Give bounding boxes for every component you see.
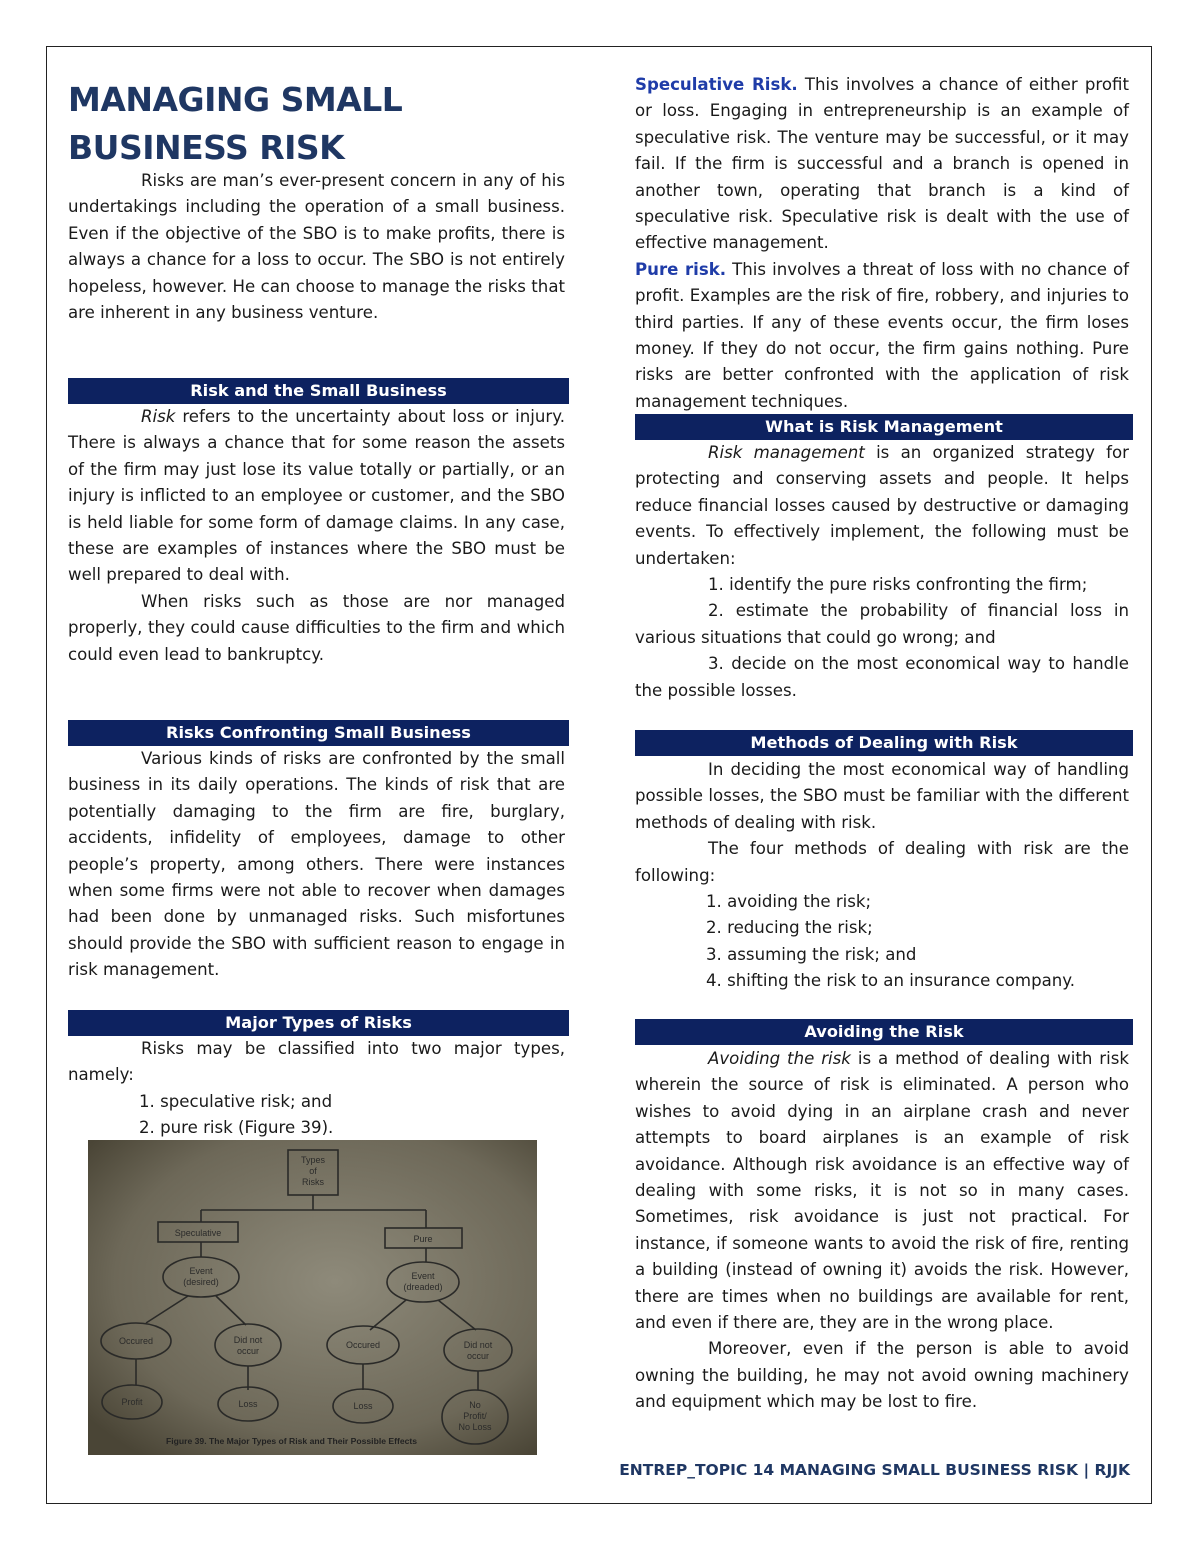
avoiding-paragraph-2: Moreover, even if the person is able to avoid owning the building, he may not avoid owning machinery and equipment which may be lost to fire. <box>635 1339 1129 1412</box>
risk-management-body <box>635 440 1129 704</box>
risk-management-text: is an organized strategy for protecting and conserving assets and people. It helps reduce financial losses caused by destructive or damaging events. To effectively implement, the following must be undertaken: <box>635 443 1130 568</box>
page-title: MANAGING SMALL BUSINESS RISK <box>68 80 403 167</box>
avoiding-paragraph-1 <box>635 1046 1129 1336</box>
avoiding-term: Avoiding the risk <box>708 1049 851 1068</box>
label-event-3: Event <box>411 1271 435 1281</box>
label-event-1: Event <box>189 1266 213 1276</box>
risk-definition-text: refers to the uncertainty about loss or injury. There is always a chance that for some reason the assets of the firm may just lose its value totally or partially, or an injury is inflicted to an employee or customer, and the SBO is held liable for some form of damage claims. In any case, these are examples of instances where the SBO must be well prepared to deal with. <box>68 407 565 585</box>
list-item: 1. identify the pure risks confronting the firm; <box>708 575 1088 595</box>
risks-confronting-paragraph: Various kinds of risks are confronted by the small business in its daily operations. The kinds of risk that are potentially damaging to the firm are fire, burglary, accidents, infidelity of employees, damage to other people’s property, among others. There were instances when some firms were not able to recover when damages had been done by unmanaged risks. Such misfortunes should provide the SBO with sufficient reason to engage in risk management. <box>68 749 565 980</box>
risk-definition-paragraph <box>68 404 565 589</box>
list-item: 2. reducing the risk; <box>706 918 873 938</box>
risk-term: Risk <box>141 407 176 426</box>
figure-39-photo <box>88 1140 537 1455</box>
label-pure: Pure <box>413 1234 433 1244</box>
pure-risk-term: Pure risk. <box>635 259 727 279</box>
avoiding-text: is a method of dealing with risk wherein the source of risk is eliminated. A person who wishes to avoid dying in an airplane crash and never attempts to board airplanes is an example of risk avoidance. Although risk avoidance is an effective way of dealing with some risks, it is not so in many cases. Sometimes, risk avoidance is just not practical. For instance, if someone wants to avoid the risk of fire, renting a building (instead of owning it) avoids the risk. However, there are times when no buildings are available for rent, and even if there are, they are in the wrong place. <box>635 1049 1129 1333</box>
intro-block <box>68 168 565 326</box>
label-speculative: Speculative <box>174 1228 222 1238</box>
section-header-risk-small-business: Risk and the Small Business <box>68 378 569 404</box>
methods-paragraph-2: The four methods of dealing with risk are the following: <box>635 839 1129 885</box>
label-didnot-1: Did not <box>233 1335 263 1345</box>
section-header-major-types: Major Types of Risks <box>68 1010 569 1036</box>
page-footer: ENTREP_TOPIC 14 MANAGING SMALL BUSINESS RISK | RJJK <box>619 1461 1130 1479</box>
label-root-3: Risks <box>302 1177 324 1187</box>
label-noprofit-1: No <box>469 1400 481 1410</box>
section-header-risks-confronting: Risks Confronting Small Business <box>68 720 569 746</box>
risk-management-term: Risk management <box>708 443 865 462</box>
pure-risk-text: This involves a threat of loss with no chance of profit. Examples are the risk of fire, robbery, and injuries to third parties. If any of these events occur, the firm loses money. If they do not occur, the firm gains nothing. Pure risks are better confronted with the application of risk management techniques. <box>635 259 1129 411</box>
speculative-risk-term: Speculative Risk. <box>635 75 798 94</box>
label-root-2: of <box>309 1166 317 1176</box>
major-types-paragraph: Risks may be classified into two major types, namely: <box>68 1039 565 1085</box>
label-loss-2: Loss <box>353 1401 373 1411</box>
label-noprofit-2: Profit/ <box>463 1411 487 1421</box>
risk-tree-diagram <box>88 1140 537 1455</box>
avoiding-body <box>635 1046 1129 1416</box>
risk-management-paragraph <box>635 440 1129 572</box>
risk-types-explained <box>635 72 1129 415</box>
major-types-body <box>68 1036 565 1142</box>
label-event-4: (dreaded) <box>403 1282 443 1292</box>
list-item: 2. pure risk (Figure 39). <box>139 1118 334 1138</box>
label-noprofit-3: No Loss <box>458 1422 492 1432</box>
label-didnot-2: occur <box>236 1346 260 1356</box>
unmanaged-risks-paragraph: When risks such as those are nor managed properly, they could cause difficulties to the firm and which could even lead to bankruptcy. <box>68 591 565 664</box>
methods-body <box>635 757 1129 995</box>
section-header-avoiding: Avoiding the Risk <box>635 1019 1133 1045</box>
figure-caption: Figure 39. The Major Types of Risk and Their Possible Effects <box>166 1436 418 1446</box>
pure-risk-paragraph <box>635 257 1129 415</box>
list-item: 1. avoiding the risk; <box>706 892 872 912</box>
intro-paragraph: Risks are man’s ever-present concern in any of his undertakings including the operation of a small business. Even if the objective of the SBO is to make profits, there is always a chance for a loss to occur. The SBO is not entirely hopeless, however. He can choose to manage the risks that are inherent in any business venture. <box>68 171 565 323</box>
list-item: 2. estimate the probability of financial loss in various situations that could go wrong; and <box>635 601 1129 647</box>
label-event-2: (desired) <box>183 1277 219 1287</box>
label-occured-1: Occured <box>118 1336 154 1346</box>
label-didnot-4: occur <box>466 1351 490 1361</box>
label-loss-1: Loss <box>238 1399 258 1409</box>
section-header-methods: Methods of Dealing with Risk <box>635 730 1133 756</box>
methods-paragraph-1: In deciding the most economical way of handling possible losses, the SBO must be familiar with the different methods of dealing with risk. <box>635 760 1129 832</box>
speculative-risk-paragraph <box>635 72 1129 257</box>
speculative-risk-text: This involves a chance of either profit or loss. Engaging in entrepreneurship is an example of speculative risk. The venture may be successful, or it may fail. If the firm is successful and a branch is opened in another town, operating that branch is a kind of speculative risk. Speculative risk is dealt with the use of effective management. <box>635 75 1129 253</box>
risk-small-business-body <box>68 404 565 668</box>
section-header-risk-management: What is Risk Management <box>635 414 1133 440</box>
risks-confronting-body <box>68 746 565 984</box>
label-didnot-3: Did not <box>463 1340 493 1350</box>
label-occured-2: Occured <box>345 1340 381 1350</box>
list-item: 3. decide on the most economical way to handle the possible losses. <box>635 654 1129 700</box>
label-profit: Profit <box>121 1397 143 1407</box>
label-root-1: Types <box>300 1155 326 1165</box>
list-item: 3. assuming the risk; and <box>706 944 917 964</box>
list-item: 4. shifting the risk to an insurance company. <box>706 971 1076 991</box>
list-item: 1. speculative risk; and <box>139 1091 333 1111</box>
